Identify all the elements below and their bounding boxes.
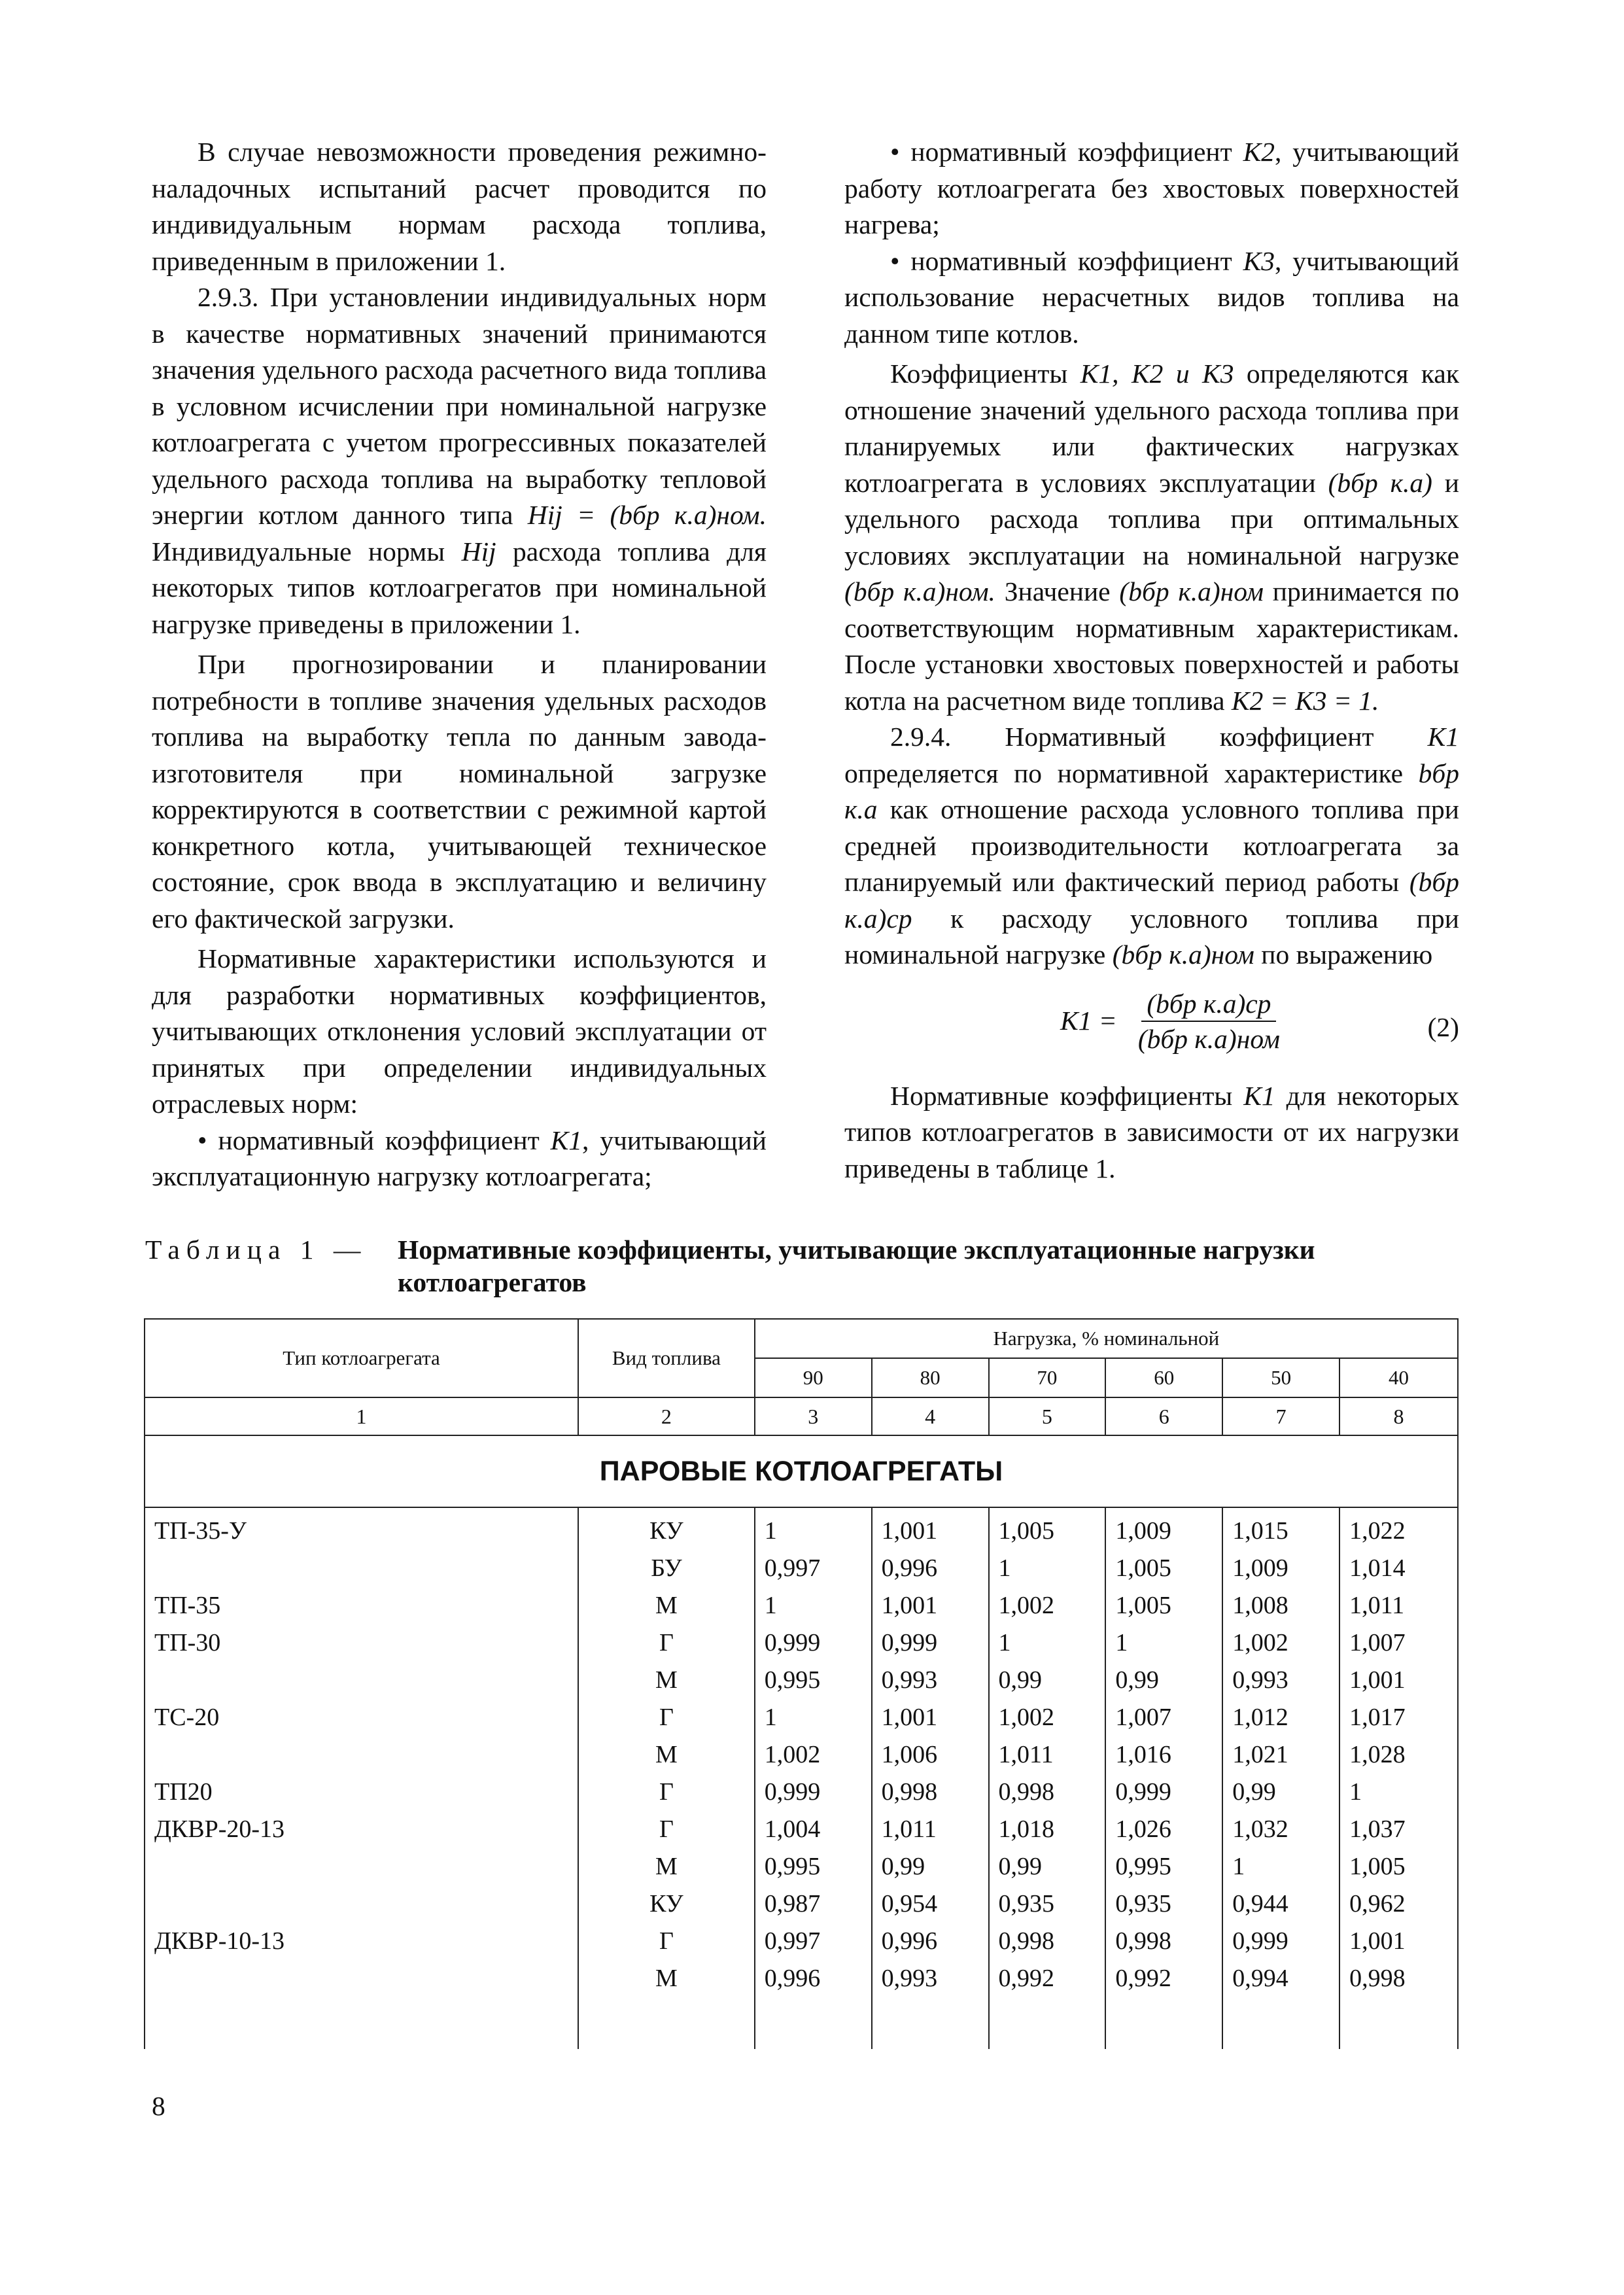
cell-fuel: Г [578,1624,755,1661]
cell-coefficient: 1,011 [989,1736,1106,1773]
cell-coefficient: 1 [989,1624,1106,1661]
cell-coefficient: 0,998 [989,1773,1106,1810]
cell-coefficient: 0,999 [1222,1922,1339,1959]
cell-coefficient: 0,944 [1222,1885,1339,1922]
cell-coefficient: 0,99 [989,1848,1106,1885]
formula-inline: (bбр к.а)ном. [844,576,995,606]
paragraph: В случае невозможности проведения режимно-наладочных испытаний расчет проводится по индивидуальным нормам расхода топлива, приведенным в приложении 1. [152,137,767,276]
formula-inline: (bбр к.а)ном [1112,939,1254,970]
cell-coefficient: 1,007 [1339,1624,1458,1661]
fraction-denominator: (bбр к.а)ном [1137,1023,1280,1054]
cell-fuel: М [578,1661,755,1698]
table-row [145,1698,1458,1736]
cell-boiler-type [145,1661,578,1698]
cell-fuel: М [578,1736,755,1773]
cell-coefficient: 0,99 [872,1848,989,1885]
header-load-50: 50 [1222,1358,1339,1397]
header-load-60: 60 [1105,1358,1222,1397]
text-run: , учитывающий работу котлоагрегата без хвостовых поверхностей нагрева; [844,137,1459,239]
formula-inline: bбр к.а [844,758,1459,824]
cell-fuel: КУ [578,1507,755,1549]
cell-boiler-type: ТС-20 [145,1698,578,1736]
cell-fuel: Г [578,1773,755,1810]
table-caption [145,1233,1493,1297]
cell-coefficient: 1 [1222,1848,1339,1885]
cell-coefficient: 1,002 [755,1736,872,1773]
text-run: , учитывающий использование нерасчетных видов топлива на данном типе котлов. [844,245,1459,349]
cell-boiler-type: ТП-35 [145,1586,578,1624]
cell-coefficient: 1,011 [872,1810,989,1848]
cell-coefficient: 0,999 [872,1624,989,1661]
empty-cell [578,1997,755,2049]
cell-coefficient: 1,002 [989,1586,1106,1624]
cell-coefficient: 0,935 [989,1885,1106,1922]
cell-coefficient: 0,998 [1105,1922,1222,1959]
cell-coefficient: 1,032 [1222,1810,1339,1848]
text-run: по выражению [1261,939,1433,970]
formula-2 [844,980,1459,1078]
cell-fuel: М [578,1848,755,1885]
cell-coefficient: 0,995 [755,1661,872,1698]
right-column [844,134,1459,1187]
formula-lhs: K1 = [1060,1005,1117,1036]
cell-coefficient: 0,994 [1222,1959,1339,1997]
cell-coefficient: 0,993 [1222,1661,1339,1698]
formula-k1 [1060,987,1285,1056]
column-number: 3 [755,1397,872,1435]
cell-coefficient: 1 [989,1549,1106,1586]
cell-coefficient: 1 [755,1586,872,1624]
paragraph [844,1078,1459,1187]
cell-coefficient: 1,017 [1339,1698,1458,1736]
symbol: K1 [1427,722,1460,752]
table-body [145,1507,1458,2049]
cell-coefficient: 0,987 [755,1885,872,1922]
cell-coefficient: 1 [755,1698,872,1736]
text-run: • нормативный коэффициент [890,137,1232,167]
table-row [145,1885,1458,1922]
cell-coefficient: 1,007 [1105,1698,1222,1736]
cell-coefficient: 1,002 [989,1698,1106,1736]
empty-cell [145,1997,578,2049]
cell-coefficient: 1,037 [1339,1810,1458,1848]
text-run: • нормативный коэффициент [890,245,1232,276]
cell-coefficient: 0,993 [872,1661,989,1698]
cell-coefficient: 0,962 [1339,1885,1458,1922]
cell-boiler-type: ДКВР-10-13 [145,1922,578,1959]
cell-coefficient: 0,999 [1105,1773,1222,1810]
cell-coefficient: 0,992 [1105,1959,1222,1997]
text-run: • нормативный коэффициент [198,1125,540,1155]
cell-coefficient: 1,001 [1339,1922,1458,1959]
table-row [145,1922,1458,1959]
cell-coefficient: 0,992 [989,1959,1106,1997]
symbol: K1 [550,1125,583,1155]
table-caption-title: Нормативные коэффициенты, учитывающие эксплуатационные нагрузки котлоагрегатов [398,1235,1315,1297]
text-run: как отношение расхода условного топлива при средней производительности котлоагрегата за планируемый или фактический период работы [844,794,1459,897]
table-row [145,1661,1458,1698]
table-row [145,1773,1458,1810]
bullet-item [152,1123,767,1195]
cell-coefficient: 1 [755,1507,872,1549]
cell-coefficient: 1,002 [1222,1624,1339,1661]
text-run: Коэффициенты [890,359,1068,389]
cell-boiler-type: ТП-35-У [145,1507,578,1549]
text-run: определяются как отношение значений удельного расхода топлива при планируемых или фактических нагрузках котлоагрегата в условиях эксплуатации [844,359,1460,498]
cell-coefficient: 0,993 [872,1959,989,1997]
cell-coefficient: 0,999 [755,1773,872,1810]
text-run: 2.9.3. При установлении индивидуальных норм в качестве нормативных значений принимаются значения удельного расхода расчетного вида топлива в условном исчислении при номинальной нагрузке котлоагрегата с учетом прогрессивных показателей удельного расхода топлива на выработку тепловой энергии котлом данного типа [152,282,767,530]
fraction [1133,987,1285,1056]
left-column [152,134,767,1195]
table-row [145,1810,1458,1848]
cell-coefficient: 1,005 [1339,1848,1458,1885]
table-row [145,1549,1458,1586]
formula-inline: (bбр к.а)ср [844,867,1460,934]
text-run: расхода топлива для некоторых типов котлоагрегатов при номинальной нагрузке приведены в приложении 1. [152,536,767,639]
cell-coefficient: 1,001 [872,1698,989,1736]
cell-coefficient: 0,996 [872,1549,989,1586]
text-run: Нормативные коэффициенты [890,1080,1233,1111]
cell-coefficient: 0,999 [755,1624,872,1661]
text-run: Индивидуальные нормы [152,536,445,567]
section-title: ПАРОВЫЕ КОТЛОАГРЕГАТЫ [145,1435,1458,1507]
cell-coefficient: 1,028 [1339,1736,1458,1773]
cell-coefficient: 1,015 [1222,1507,1339,1549]
empty-cell [989,1997,1106,2049]
table-row [145,1959,1458,1997]
empty-cell [1105,1997,1222,2049]
cell-coefficient: 0,99 [1222,1773,1339,1810]
column-number: 2 [578,1397,755,1435]
cell-coefficient: 1,004 [755,1810,872,1848]
empty-cell [872,1997,989,2049]
cell-coefficient: 0,997 [755,1922,872,1959]
text-run: определяется по нормативной характеристике [844,758,1404,788]
cell-coefficient: 0,996 [755,1959,872,1997]
table-row [145,1624,1458,1661]
header-load-90: 90 [755,1358,872,1397]
cell-coefficient: 0,998 [1339,1959,1458,1997]
paragraph-2-9-4 [844,719,1459,973]
formula-inline: (bбр к.а) [1328,467,1432,498]
cell-boiler-type [145,1549,578,1586]
bullet-item [844,243,1459,353]
cell-coefficient: 0,99 [989,1661,1106,1698]
equation-number: (2) [1427,1011,1459,1042]
symbol: K3 [1243,245,1275,276]
cell-coefficient: 1,011 [1339,1586,1458,1624]
cell-coefficient: 1,008 [1222,1586,1339,1624]
formula-inline: K2 = K3 = 1. [1231,685,1379,716]
text-run: для некоторых типов котлоагрегатов в зависимости от их нагрузки приведены в таблице 1. [844,1080,1460,1183]
cell-fuel: Г [578,1922,755,1959]
formula-inline: Hij = (bбр к.а)ном. [527,500,767,530]
empty-cell [1339,1997,1458,2049]
table-caption-label: Таблица 1 — [145,1235,368,1265]
header-load-40: 40 [1339,1358,1458,1397]
cell-coefficient: 1 [1339,1773,1458,1810]
cell-coefficient: 0,954 [872,1885,989,1922]
symbol: Hij [461,536,496,567]
cell-coefficient: 1,016 [1105,1736,1222,1773]
column-number: 1 [145,1397,578,1435]
cell-coefficient: 0,995 [1105,1848,1222,1885]
bullet-item [844,134,1459,243]
column-number: 5 [989,1397,1106,1435]
cell-coefficient: 0,995 [755,1848,872,1885]
cell-fuel: М [578,1959,755,1997]
cell-boiler-type [145,1959,578,1997]
cell-coefficient: 1,009 [1105,1507,1222,1549]
column-number: 6 [1105,1397,1222,1435]
cell-coefficient: 1,005 [1105,1586,1222,1624]
paragraph [844,356,1459,719]
header-load: Нагрузка, % номинальной [755,1319,1458,1358]
cell-boiler-type [145,1848,578,1885]
symbol: K1, K2 и K3 [1080,359,1234,389]
cell-fuel: Г [578,1698,755,1736]
fraction-numerator: (bбр к.а)ср [1141,987,1276,1022]
empty-cell [755,1997,872,2049]
cell-coefficient: 1,005 [989,1507,1106,1549]
formula-inline: (bбр к.а)ном [1119,576,1264,606]
header-fuel: Вид топлива [578,1319,755,1397]
column-number: 7 [1222,1397,1339,1435]
cell-coefficient: 1 [1105,1624,1222,1661]
table-row [145,1586,1458,1624]
cell-coefficient: 1,022 [1339,1507,1458,1549]
cell-boiler-type: ТП20 [145,1773,578,1810]
table-row [145,1507,1458,1549]
cell-coefficient: 0,935 [1105,1885,1222,1922]
cell-coefficient: 0,998 [872,1773,989,1810]
text-run: 2.9.4. Нормативный коэффициент [890,722,1374,752]
text-run: к расходу условного топлива при номинальной нагрузке [844,903,1459,970]
cell-coefficient: 1,009 [1222,1549,1339,1586]
symbol: K2 [1243,137,1275,167]
cell-fuel: Г [578,1810,755,1848]
coefficients-table [144,1318,1459,2049]
empty-cell [1222,1997,1339,2049]
cell-coefficient: 1,001 [872,1507,989,1549]
header-load-70: 70 [989,1358,1106,1397]
header-load-80: 80 [872,1358,989,1397]
table-row-continuation [145,1997,1458,2049]
header-type: Тип котлоагрегата [145,1319,578,1397]
paragraph: Нормативные характеристики используются и для разработки нормативных коэффициентов, учитывающих отклонения условий эксплуатации от принятых при определении индивидуальных отраслевых норм: [152,943,767,1119]
cell-boiler-type: ДКВР-20-13 [145,1810,578,1848]
cell-fuel: М [578,1586,755,1624]
cell-coefficient: 0,998 [989,1922,1106,1959]
column-number: 8 [1339,1397,1458,1435]
cell-coefficient: 0,99 [1105,1661,1222,1698]
cell-coefficient: 1,014 [1339,1549,1458,1586]
cell-coefficient: 1,018 [989,1810,1106,1848]
paragraph-2-9-3 [152,279,767,642]
cell-boiler-type [145,1885,578,1922]
cell-coefficient: 1,001 [872,1586,989,1624]
page-number: 8 [152,2091,165,2121]
cell-boiler-type: ТП-30 [145,1624,578,1661]
cell-fuel: КУ [578,1885,755,1922]
cell-coefficient: 1,001 [1339,1661,1458,1698]
table-row [145,1848,1458,1885]
cell-fuel: БУ [578,1549,755,1586]
cell-boiler-type [145,1736,578,1773]
text-run: и удельного расхода топлива при оптимальных условиях эксплуатации на номинальной нагрузке [844,467,1459,570]
cell-coefficient: 1,026 [1105,1810,1222,1848]
text-run: принимается по соответствующим нормативным характеристикам. После установки хвостовых поверхностей и работы котла на расчетном виде топлива [844,576,1460,716]
cell-coefficient: 0,996 [872,1922,989,1959]
cell-coefficient: 1,005 [1105,1549,1222,1586]
table-row [145,1736,1458,1773]
cell-coefficient: 1,012 [1222,1698,1339,1736]
cell-coefficient: 1,021 [1222,1736,1339,1773]
cell-coefficient: 1,006 [872,1736,989,1773]
text-run: Значение [1004,576,1111,606]
symbol: K1 [1243,1080,1275,1111]
paragraph: При прогнозировании и планировании потребности в топливе значения удельных расходов топлива на выработку тепла по данным завода-изготовителя при номинальной загрузке корректируются в соответствии с режимной картой конкретного котла, учитывающей техническое состояние, срок ввода в эксплуатацию и величину его фактической загрузки. [152,649,767,934]
column-number: 4 [872,1397,989,1435]
text-run: , учитывающий эксплуатационную нагрузку котлоагрегата; [152,1125,767,1191]
cell-coefficient: 0,997 [755,1549,872,1586]
